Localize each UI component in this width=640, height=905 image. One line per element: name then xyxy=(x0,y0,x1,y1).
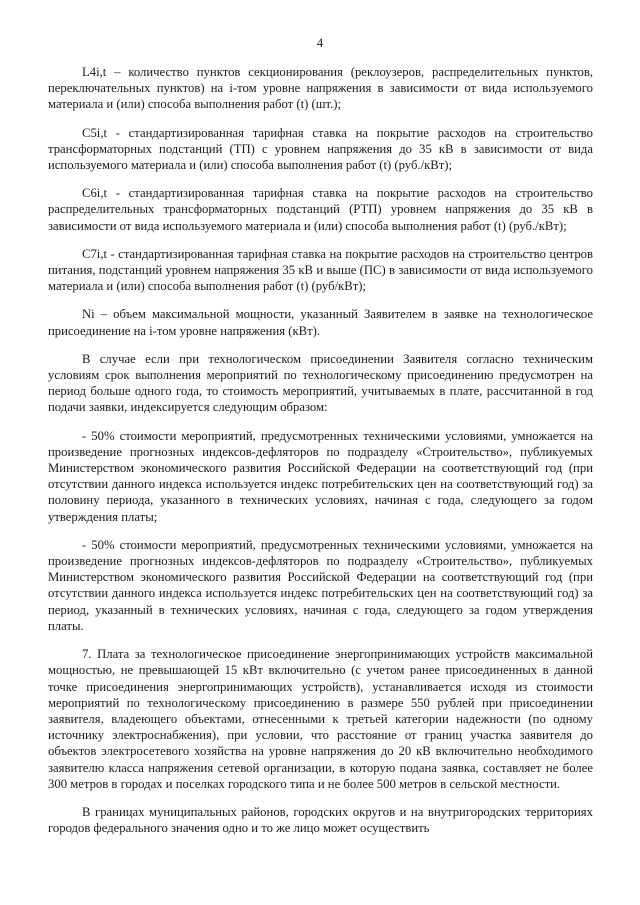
paragraph-clause-7: 7. Плата за технологическое присоединение энергопринимающих устройств максимальной мощностью, не превышающей 15 кВт включительно (с учетом ранее присоединенных в данной точке присоединения энергопринимающих устройств), устанавливается исходя из стоимости мероприятий по технологическому присоединению в размере 550 рублей при присоединении заявителя, владеющего объектами, отнесенными к третьей категории надежности (по одному источнику электроснабжения), при условии, что расстояние от границ участка заявителя до объектов электросетевого хозяйства на уровне напряжения до 20 кВ включительно необходимого заявителю класса напряжения сетевой организации, в которую подана заявка, составляет не более 300 метров в городах и поселках городского типа и не более 500 метров в сельской местности. xyxy=(48,647,593,791)
page-number: 4 xyxy=(316,36,324,50)
document-body xyxy=(48,64,593,848)
paragraph-c6: C6i,t - стандартизированная тарифная ставка на покрытие расходов на строительство распределительных трансформаторных подстанций (РТП) уровнем напряжения до 35 кВ в зависимости от вида используемого материала и (или) способа выполнения работ (t) (руб./кВт); xyxy=(48,186,593,233)
paragraph-c5: C5i,t - стандартизированная тарифная ставка на покрытие расходов на строительство трансформаторных подстанций (ТП) с уровнем напряжения до 35 кВ в зависимости от вида используемого материала и (или) способа выполнения работ (t) (руб./кВт); xyxy=(48,125,593,173)
paragraph-c7: C7i,t - стандартизированная тарифная ставка на покрытие расходов на строительство центров питания, подстанций уровнем напряжения 35 кВ и выше (ПС) в зависимости от вида используемого материала и (или) способа выполнения работ (t) (руб/кВт); xyxy=(48,246,593,294)
paragraph-indexation-second-half: - 50% стоимости мероприятий, предусмотренных техническими условиями, умножается на произведение прогнозных индексов-дефляторов по подразделу «Строительство», публикуемых Министерством экономического развития Российской Федерации на соответствующий год (при отсутствии данного индекса используется индекс потребительских цен на соответствующий год) за период, указанный в технических условиях, начиная с года, следующего за годом утверждения платы. xyxy=(48,537,593,633)
paragraph-indexation-intro: В случае если при технологическом присоединении Заявителя согласно техническим условиям срок выполнения мероприятий по технологическому присоединению предусмотрен на период больше одного года, то стоимость мероприятий, учитываемых в плате, рассчитанной в год подачи заявки, индексируется следующим образом: xyxy=(48,351,593,415)
paragraph-ni: Ni – объем максимальной мощности, указанный Заявителем в заявке на технологическое присоединение на i-том уровне напряжения (кВт). xyxy=(48,307,593,338)
paragraph-indexation-first-half: - 50% стоимости мероприятий, предусмотренных техническими условиями, умножается на произведение прогнозных индексов-дефляторов по подразделу «Строительство», публикуемых Министерством экономического развития Российской Федерации на соответствующий год (при отсутствии данного индекса используется индекс потребительских цен на соответствующий год) за половину периода, указанного в технических условиях, начиная с года, следующего за годом утверждения платы; xyxy=(48,428,593,524)
paragraph-municipal-boundaries: В границах муниципальных районов, городских округов и на внутригородских территориях городов федерального значения одно и то же лицо может осуществить xyxy=(48,804,593,836)
paragraph-l4: L4i,t – количество пунктов секционирования (реклоузеров, распределительных пунктов, переключательных пунктов) на i-том уровне напряжения в зависимости от вида используемого материала и (или) способа выполнения работ (t) (шт.); xyxy=(48,65,593,112)
